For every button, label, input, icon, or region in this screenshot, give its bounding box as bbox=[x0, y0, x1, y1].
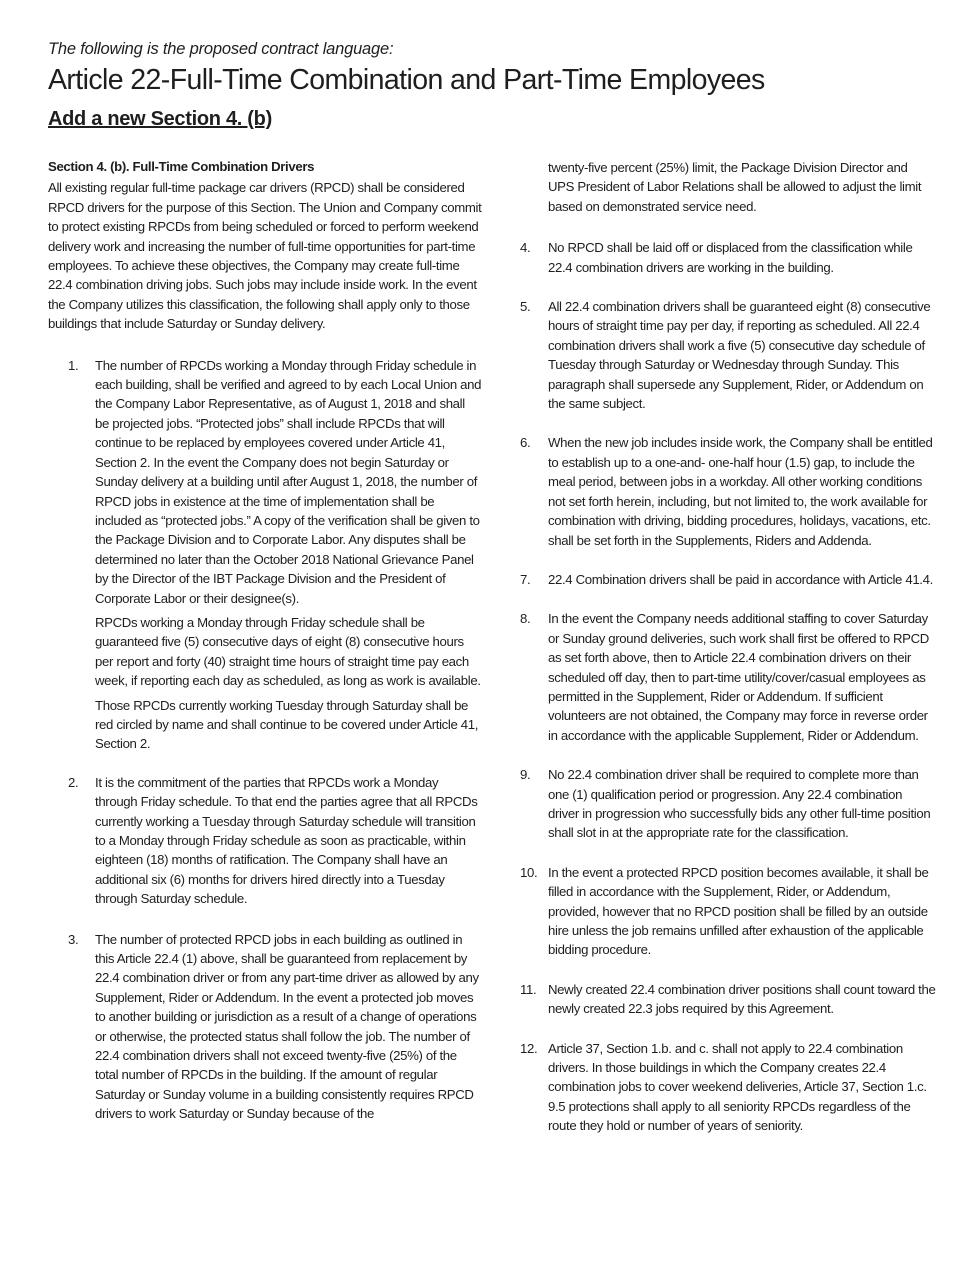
item-number: 4. bbox=[520, 240, 531, 256]
section-heading: Section 4. (b). Full-Time Combination Drivers bbox=[48, 159, 315, 174]
item-paragraph: In the event the Company needs additional staffing to cover Saturday or Sunday ground deliveries, such work shall first be offered to RPCD as set forth above, then to Article 22.4 combination drivers on their scheduled off day, then to part-time utility/cover/casual employees as permitted in the Supplement, Rider or Addendum. If sufficient volunteers are not obtained, the Company may force in reverse order in accordance with the applicable Supplement, Rider or Addendum. bbox=[548, 611, 929, 743]
item-paragraph: 22.4 Combination drivers shall be paid in accordance with Article 41.4. bbox=[548, 571, 933, 587]
right-column bbox=[520, 158, 936, 1136]
item-paragraph: Those RPCDs currently working Tuesday through Saturday shall be red circled by name and shall continue to be covered under Article 41, Section 2. bbox=[95, 697, 479, 752]
list-item-11 bbox=[520, 980, 936, 1019]
item-body bbox=[95, 930, 482, 1124]
item-paragraph: Article 37, Section 1.b. and c. shall not apply to 22.4 combination drivers. In those buildings in which the Company creates 22.4 combination jobs to cover weekend deliveries, Article 37, Section 1.c. 9.5 protections shall apply to all seniority RPCDs regardless of the route they hold or number of years of seniority. bbox=[548, 1040, 927, 1134]
item-body bbox=[548, 570, 936, 589]
list-item-1 bbox=[48, 356, 482, 754]
list-item-9 bbox=[520, 765, 936, 843]
item-body bbox=[548, 238, 936, 277]
item-paragraph: RPCDs working a Monday through Friday schedule shall be guaranteed five (5) consecutive days of eight (8) consecutive hours per report and forty (40) straight time hours of straight time pay each week, if reporting each day as scheduled, as long as work is available. bbox=[95, 614, 481, 689]
item-body bbox=[95, 356, 482, 754]
item-number: 11. bbox=[520, 981, 537, 997]
item-body bbox=[548, 863, 936, 960]
item-paragraph: No RPCD shall be laid off or displaced from the classification while 22.4 combination drivers are working in the building. bbox=[548, 240, 913, 275]
list-item-7 bbox=[520, 570, 936, 589]
item-paragraph: It is the commitment of the parties that RPCDs work a Monday through Friday schedule. To that end the parties agree that all RPCDs currently working a Tuesday through Saturday schedule will transition to a Monday through Friday schedule as soon as practicable, within eighteen (18) months of ratification. The Company shall have an additional six (6) months for drivers hired directly into a Tuesday through Saturday schedule. bbox=[95, 774, 478, 907]
item-paragraph: In the event a protected RPCD position becomes available, it shall be filled in accordance with the Supplement, Rider, or Addendum, provided, however that no RPCD position shall be filled by an outside hire unless the job remains unfilled after exhaustion of the applicable bidding procedure. bbox=[548, 864, 929, 958]
item-number: 6. bbox=[520, 435, 531, 451]
section-intro-paragraph: All existing regular full-time package car drivers (RPCD) shall be considered RPCD drivers for the purpose of this Section. The Union and Company commit to protect existing RPCDs from being scheduled or forced to perform weekend delivery work and increasing the number of full-time opportunities for part-time employees. To achieve these objectives, the Company may create full-time 22.4 combination driving jobs. Such jobs may include inside work. In the event the Company utilizes this classification, the following shall apply only to those buildings that include Saturday or Sunday delivery. bbox=[48, 180, 482, 332]
item-body bbox=[548, 765, 936, 843]
item-number: 7. bbox=[520, 571, 531, 587]
item-body bbox=[548, 433, 936, 549]
item-body bbox=[548, 1039, 936, 1136]
list-item-5 bbox=[520, 297, 936, 413]
item-paragraph: All 22.4 combination drivers shall be guaranteed eight (8) consecutive hours of straight time pay per day, if reporting as scheduled. All 22.4 combination drivers shall work a five (5) consecutive day schedule of Tuesday through Saturday or Wednesday through Sunday. This paragraph shall supersede any Supplement, Rider, or Addendum on the same subject. bbox=[548, 299, 931, 412]
item-number: 3. bbox=[68, 931, 79, 947]
list-item-12 bbox=[520, 1039, 936, 1136]
list-item-6 bbox=[520, 433, 936, 549]
item-number: 8. bbox=[520, 611, 531, 627]
item-body bbox=[95, 773, 482, 909]
intro-line: The following is the proposed contract language: bbox=[48, 40, 394, 58]
item-body bbox=[548, 980, 936, 1019]
list-item-8 bbox=[520, 609, 936, 745]
item-paragraph: Newly created 22.4 combination driver positions shall count toward the newly created 22.3 jobs required by this Agreement. bbox=[548, 981, 936, 1017]
item-number: 12. bbox=[520, 1040, 538, 1056]
item-body bbox=[548, 297, 936, 413]
item-number: 5. bbox=[520, 299, 531, 315]
page-subtitle: Add a new Section 4. (b) bbox=[48, 108, 272, 130]
item-number: 2. bbox=[68, 774, 79, 790]
page-title: Article 22-Full-Time Combination and Part-Time Employees bbox=[48, 64, 765, 96]
item-number: 9. bbox=[520, 767, 531, 783]
item-paragraph: The number of RPCDs working a Monday through Friday schedule in each building, shall be verified and agreed to by each Local Union and the Company Labor Representative, as of August 1, 2018 and shall be projected jobs. “Protected jobs” shall include RPCDs that will continue to be replaced by employees covered under Article 41, Section 2. In the event the Company does not begin Saturday or Sunday delivery at a building until after August 1, 2018, the number of RPCD jobs in existence at the time of implementation shall be included as “protected jobs.” A copy of the verification shall be given to the Package Division and to Corporate Labor. Any disputes shall be determined no later than the October 2018 National Grievance Panel by the Director of the IBT Package Division and the President of Corporate Labor or their designee(s). bbox=[95, 357, 482, 606]
list-item-4 bbox=[520, 238, 936, 277]
list-item-10 bbox=[520, 863, 936, 960]
item-paragraph: When the new job includes inside work, the Company shall be entitled to establish up to a one-and- one-half hour (1.5) gap, to include the meal period, between jobs in a workday. All other working conditions not set forth herein, including, but not limited to, the work available for combination with driving, bidding procedures, holidays, vacations, etc. shall be set forth in the Supplements, Riders and Addenda. bbox=[548, 435, 933, 548]
item-3-continuation: twenty-five percent (25%) limit, the Package Division Director and UPS President of Labor Relations shall be allowed to adjust the limit based on demonstrated service need. bbox=[548, 160, 922, 214]
item-paragraph: No 22.4 combination driver shall be required to complete more than one (1) qualification period or progression. Any 22.4 combination driver in progression who successfully bids any other full-time position shall slot in at the appropriate rate for the classification. bbox=[548, 767, 931, 841]
left-column bbox=[48, 157, 482, 1124]
item-paragraph: The number of protected RPCD jobs in each building as outlined in this Article 22.4 (1) above, shall be guaranteed from replacement by 22.4 combination driver or from any part-time driver as allowed by any Supplement, Rider or Addendum. In the event a protected job moves to another building or jurisdiction as a result of a change of operations or otherwise, the protected status shall follow the job. The number of 22.4 combination drivers shall not exceed twenty-five (25%) of the total number of RPCDs in the building. If the amount of regular Saturday or Sunday volume in a building consistently requires RPCD drivers to work Saturday or Sunday because of the bbox=[95, 931, 479, 1122]
item-number: 10. bbox=[520, 864, 538, 880]
list-item-3 bbox=[48, 930, 482, 1124]
item-body bbox=[548, 609, 936, 745]
list-item-2 bbox=[48, 773, 482, 909]
item-number: 1. bbox=[68, 357, 79, 373]
